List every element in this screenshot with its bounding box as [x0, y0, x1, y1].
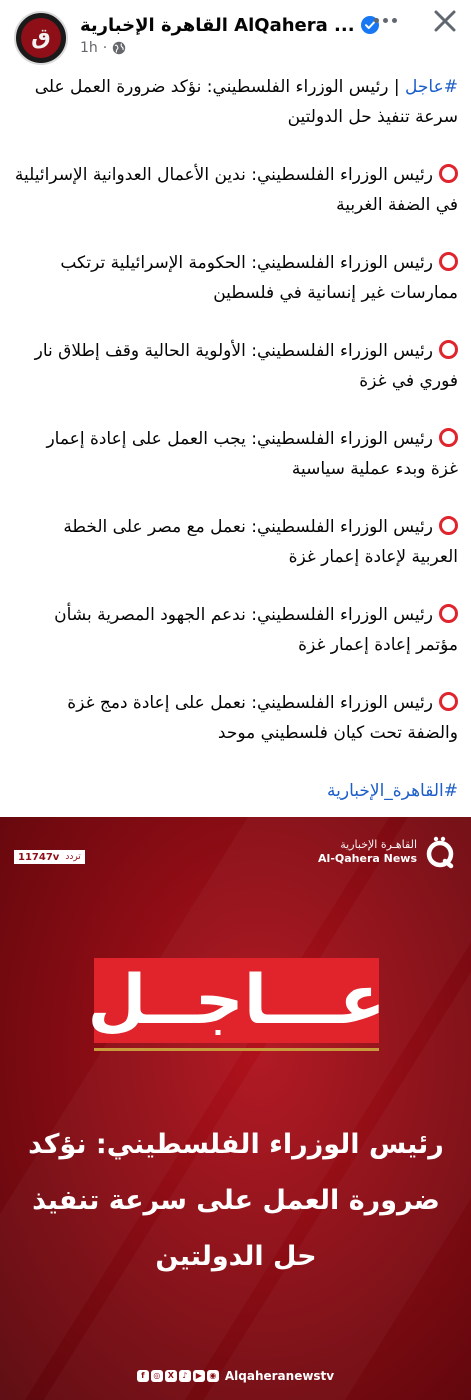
- breaking-banner: [87, 958, 386, 1043]
- social-icons: [137, 1370, 219, 1382]
- list-item-text: رئيس الوزراء الفلسطيني: نعمل على إعادة دمج غزة والضفة تحت كيان فلسطيني موحد: [67, 693, 458, 743]
- red-circle-icon: [439, 340, 458, 359]
- facebook-icon: f: [137, 1370, 149, 1382]
- x-icon: X: [165, 1370, 177, 1382]
- hashtag-breaking[interactable]: #عاجل: [405, 77, 458, 97]
- post-intro: [14, 72, 458, 132]
- page-avatar[interactable]: [14, 11, 68, 65]
- list-item: [14, 424, 458, 484]
- avatar-logo: [21, 18, 61, 58]
- intro-text: | رئيس الوزراء الفلسطيني: نؤكد ضرورة العمل على سرعة تنفيذ حل الدولتين: [34, 77, 458, 127]
- red-circle-icon: [439, 428, 458, 447]
- channel-brand: [318, 835, 457, 869]
- list-item: [14, 600, 458, 660]
- post-time[interactable]: 1h: [80, 40, 98, 56]
- red-circle-icon: [439, 164, 458, 183]
- red-circle-icon: [439, 692, 458, 711]
- close-icon[interactable]: [431, 7, 459, 35]
- channel-logo-icon: [423, 835, 457, 869]
- frequency-value: 11747v: [18, 851, 60, 863]
- brand-english-name: Al-Qahera News: [318, 852, 417, 865]
- youtube-icon: ▶: [193, 1370, 205, 1382]
- brand-arabic-name: القاهـرة الإخبارية: [340, 838, 417, 851]
- threads-icon: ◉: [207, 1370, 219, 1382]
- instagram-icon: ◎: [151, 1370, 163, 1382]
- tiktok-icon: ♪: [179, 1370, 191, 1382]
- breaking-underline: [94, 1048, 379, 1051]
- avatar-letter: ق: [31, 25, 51, 50]
- list-item: [14, 688, 458, 748]
- list-item: [14, 512, 458, 572]
- list-item-text: رئيس الوزراء الفلسطيني: الحكومة الإسرائيلية ترتكب ممارسات غير إنسانية في فلسطين: [60, 253, 458, 303]
- frequency-badge: [14, 850, 85, 864]
- social-handle: Alqaheranewstv: [224, 1369, 335, 1383]
- closing-hashtag-row: [14, 776, 458, 806]
- list-item-text: رئيس الوزراء الفلسطيني: نعمل مع مصر على الخطة العربية لإعادة إعمار غزة: [63, 517, 458, 567]
- list-item: [14, 336, 458, 396]
- list-item-text: رئيس الوزراء الفلسطيني: الأولوية الحالية وقف إطلاق نار فوري في غزة: [34, 341, 458, 391]
- breaking-label: عـــاجــل: [87, 960, 386, 1040]
- red-circle-icon: [439, 252, 458, 271]
- page-name-row: [80, 12, 379, 38]
- page-name[interactable]: القاهرة الإخبارية AlQahera ...: [80, 14, 355, 36]
- list-item: [14, 160, 458, 220]
- more-options-icon[interactable]: [372, 10, 398, 30]
- post-header: [0, 0, 471, 66]
- list-item-text: رئيس الوزراء الفلسطيني: ندين الأعمال العدوانية الإسرائيلية في الضفة الغربية: [14, 165, 458, 215]
- post-image[interactable]: [0, 817, 471, 1400]
- list-item-text: رئيس الوزراء الفلسطيني: يجب العمل على إعادة إعمار غزة وبدء عملية سياسية: [46, 429, 458, 479]
- image-headline: رئيس الوزراء الفلسطيني: نؤكد ضرورة العمل على سرعة تنفيذ حل الدولتين: [28, 1129, 444, 1272]
- frequency-label: تردد: [65, 852, 81, 862]
- social-footer: [0, 1362, 471, 1390]
- hashtag-channel[interactable]: #القاهرة_الإخبارية: [327, 781, 458, 801]
- list-item: [14, 248, 458, 308]
- red-circle-icon: [439, 604, 458, 623]
- post-text: [14, 72, 458, 806]
- meta-separator: ·: [102, 40, 108, 56]
- post-meta: [80, 40, 126, 56]
- red-circle-icon: [439, 516, 458, 535]
- list-item-text: رئيس الوزراء الفلسطيني: ندعم الجهود المصرية بشأن مؤتمر إعادة إعمار غزة: [54, 605, 458, 655]
- globe-icon: [112, 41, 126, 55]
